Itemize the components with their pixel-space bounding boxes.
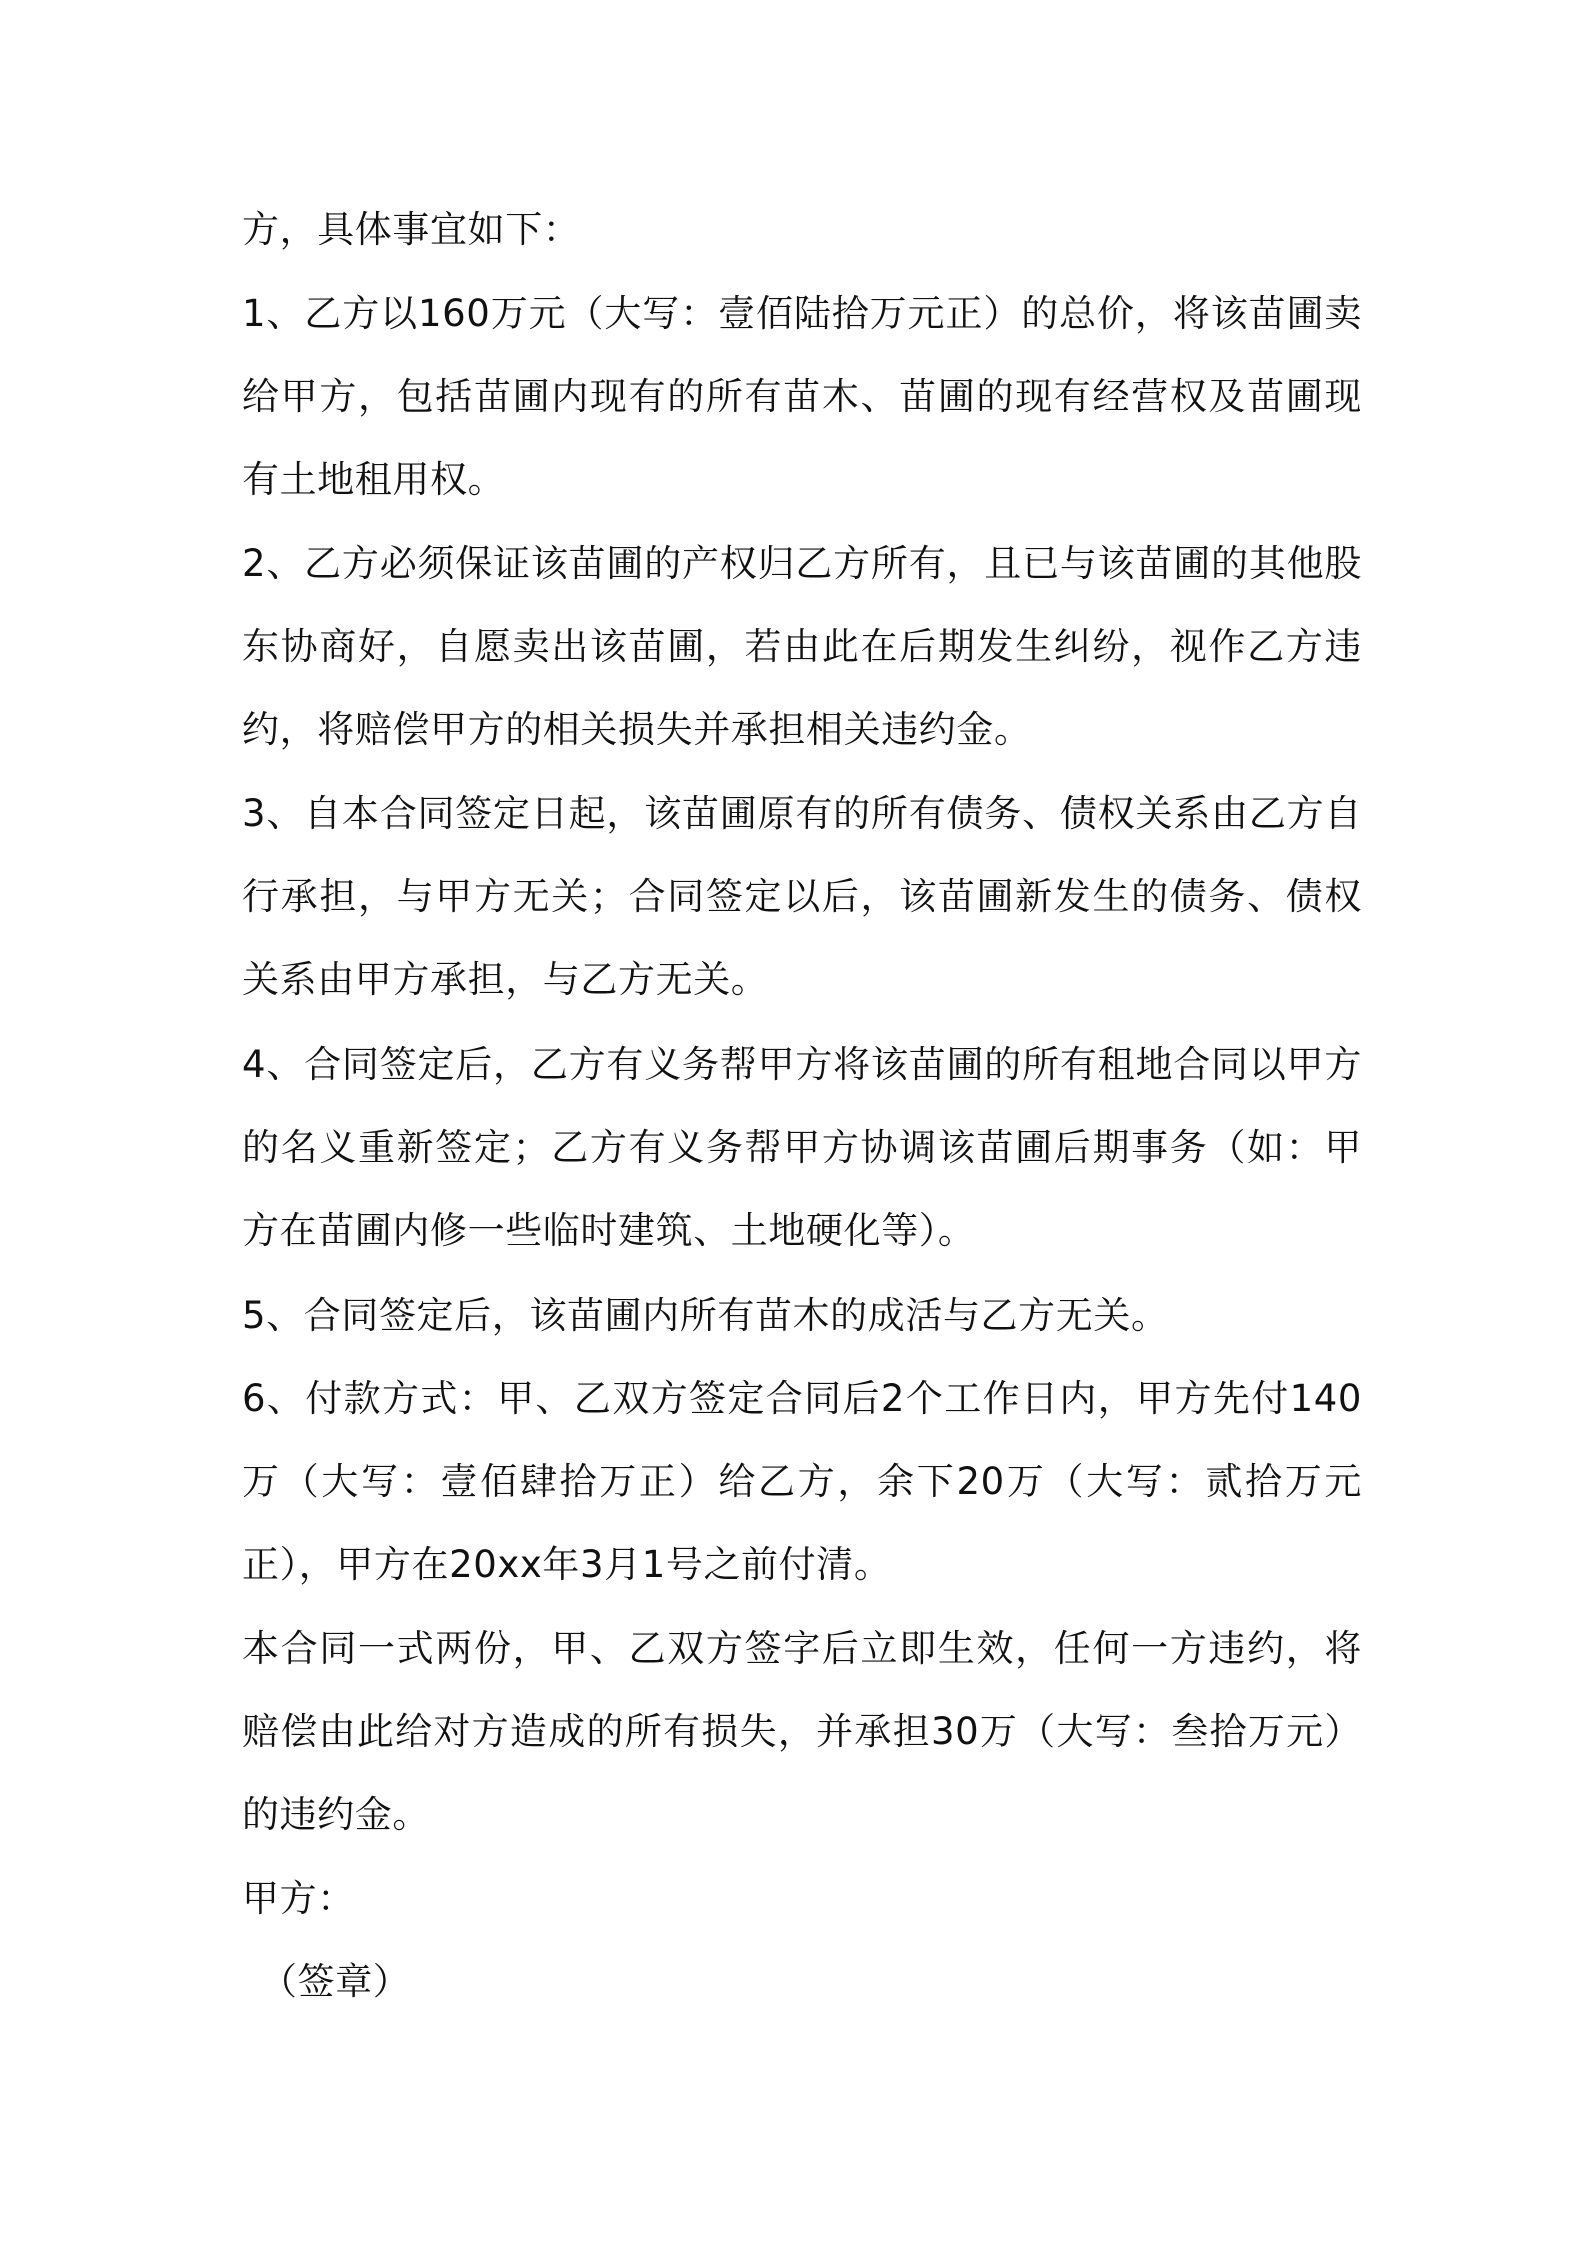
document-page — [242, 0, 1362, 2244]
closing-paragraph: 本合同一式两份，甲、乙双方签字后立即生效，任何一方违约，将赔偿由此给对方造成的所有损失，并承担30万（大写：叁拾万元）的违约金。 — [242, 1627, 1362, 1836]
intro-paragraph: 方，具体事宜如下： — [242, 208, 581, 251]
clause-1: 1、乙方以160万元（大写：壹佰陆拾万元正）的总价，将该苗圃卖给甲方，包括苗圃内现有的所有苗木、苗圃的现有经营权及苗圃现有土地租用权。 — [242, 292, 1362, 501]
clause-6: 6、付款方式：甲、乙双方签定合同后2个工作日内，甲方先付140万（大写：壹佰肆拾万正）给乙方，余下20万（大写：贰拾万元正），甲方在20xx年3月1号之前付清。 — [242, 1377, 1362, 1586]
clause-3: 3、自本合同签定日起，该苗圃原有的所有债务、债权关系由乙方自行承担，与甲方无关；合同签定以后，该苗圃新发生的债务、债权关系由甲方承担，与乙方无关。 — [242, 792, 1362, 1001]
seal-label: （签章） — [260, 1960, 411, 2003]
clause-2: 2、乙方必须保证该苗圃的产权归乙方所有，且已与该苗圃的其他股东协商好，自愿卖出该苗圃，若由此在后期发生纠纷，视作乙方违约，将赔偿甲方的相关损失并承担相关违约金。 — [242, 542, 1362, 751]
clause-5: 5、合同签定后，该苗圃内所有苗木的成活与乙方无关。 — [242, 1294, 1169, 1337]
clause-4: 4、合同签定后，乙方有义务帮甲方将该苗圃的所有租地合同以甲方的名义重新签定；乙方有义务帮甲方协调该苗圃后期事务（如：甲方在苗圃内修一些临时建筑、土地硬化等）。 — [242, 1043, 1362, 1252]
party-a-label: 甲方： — [242, 1877, 355, 1920]
